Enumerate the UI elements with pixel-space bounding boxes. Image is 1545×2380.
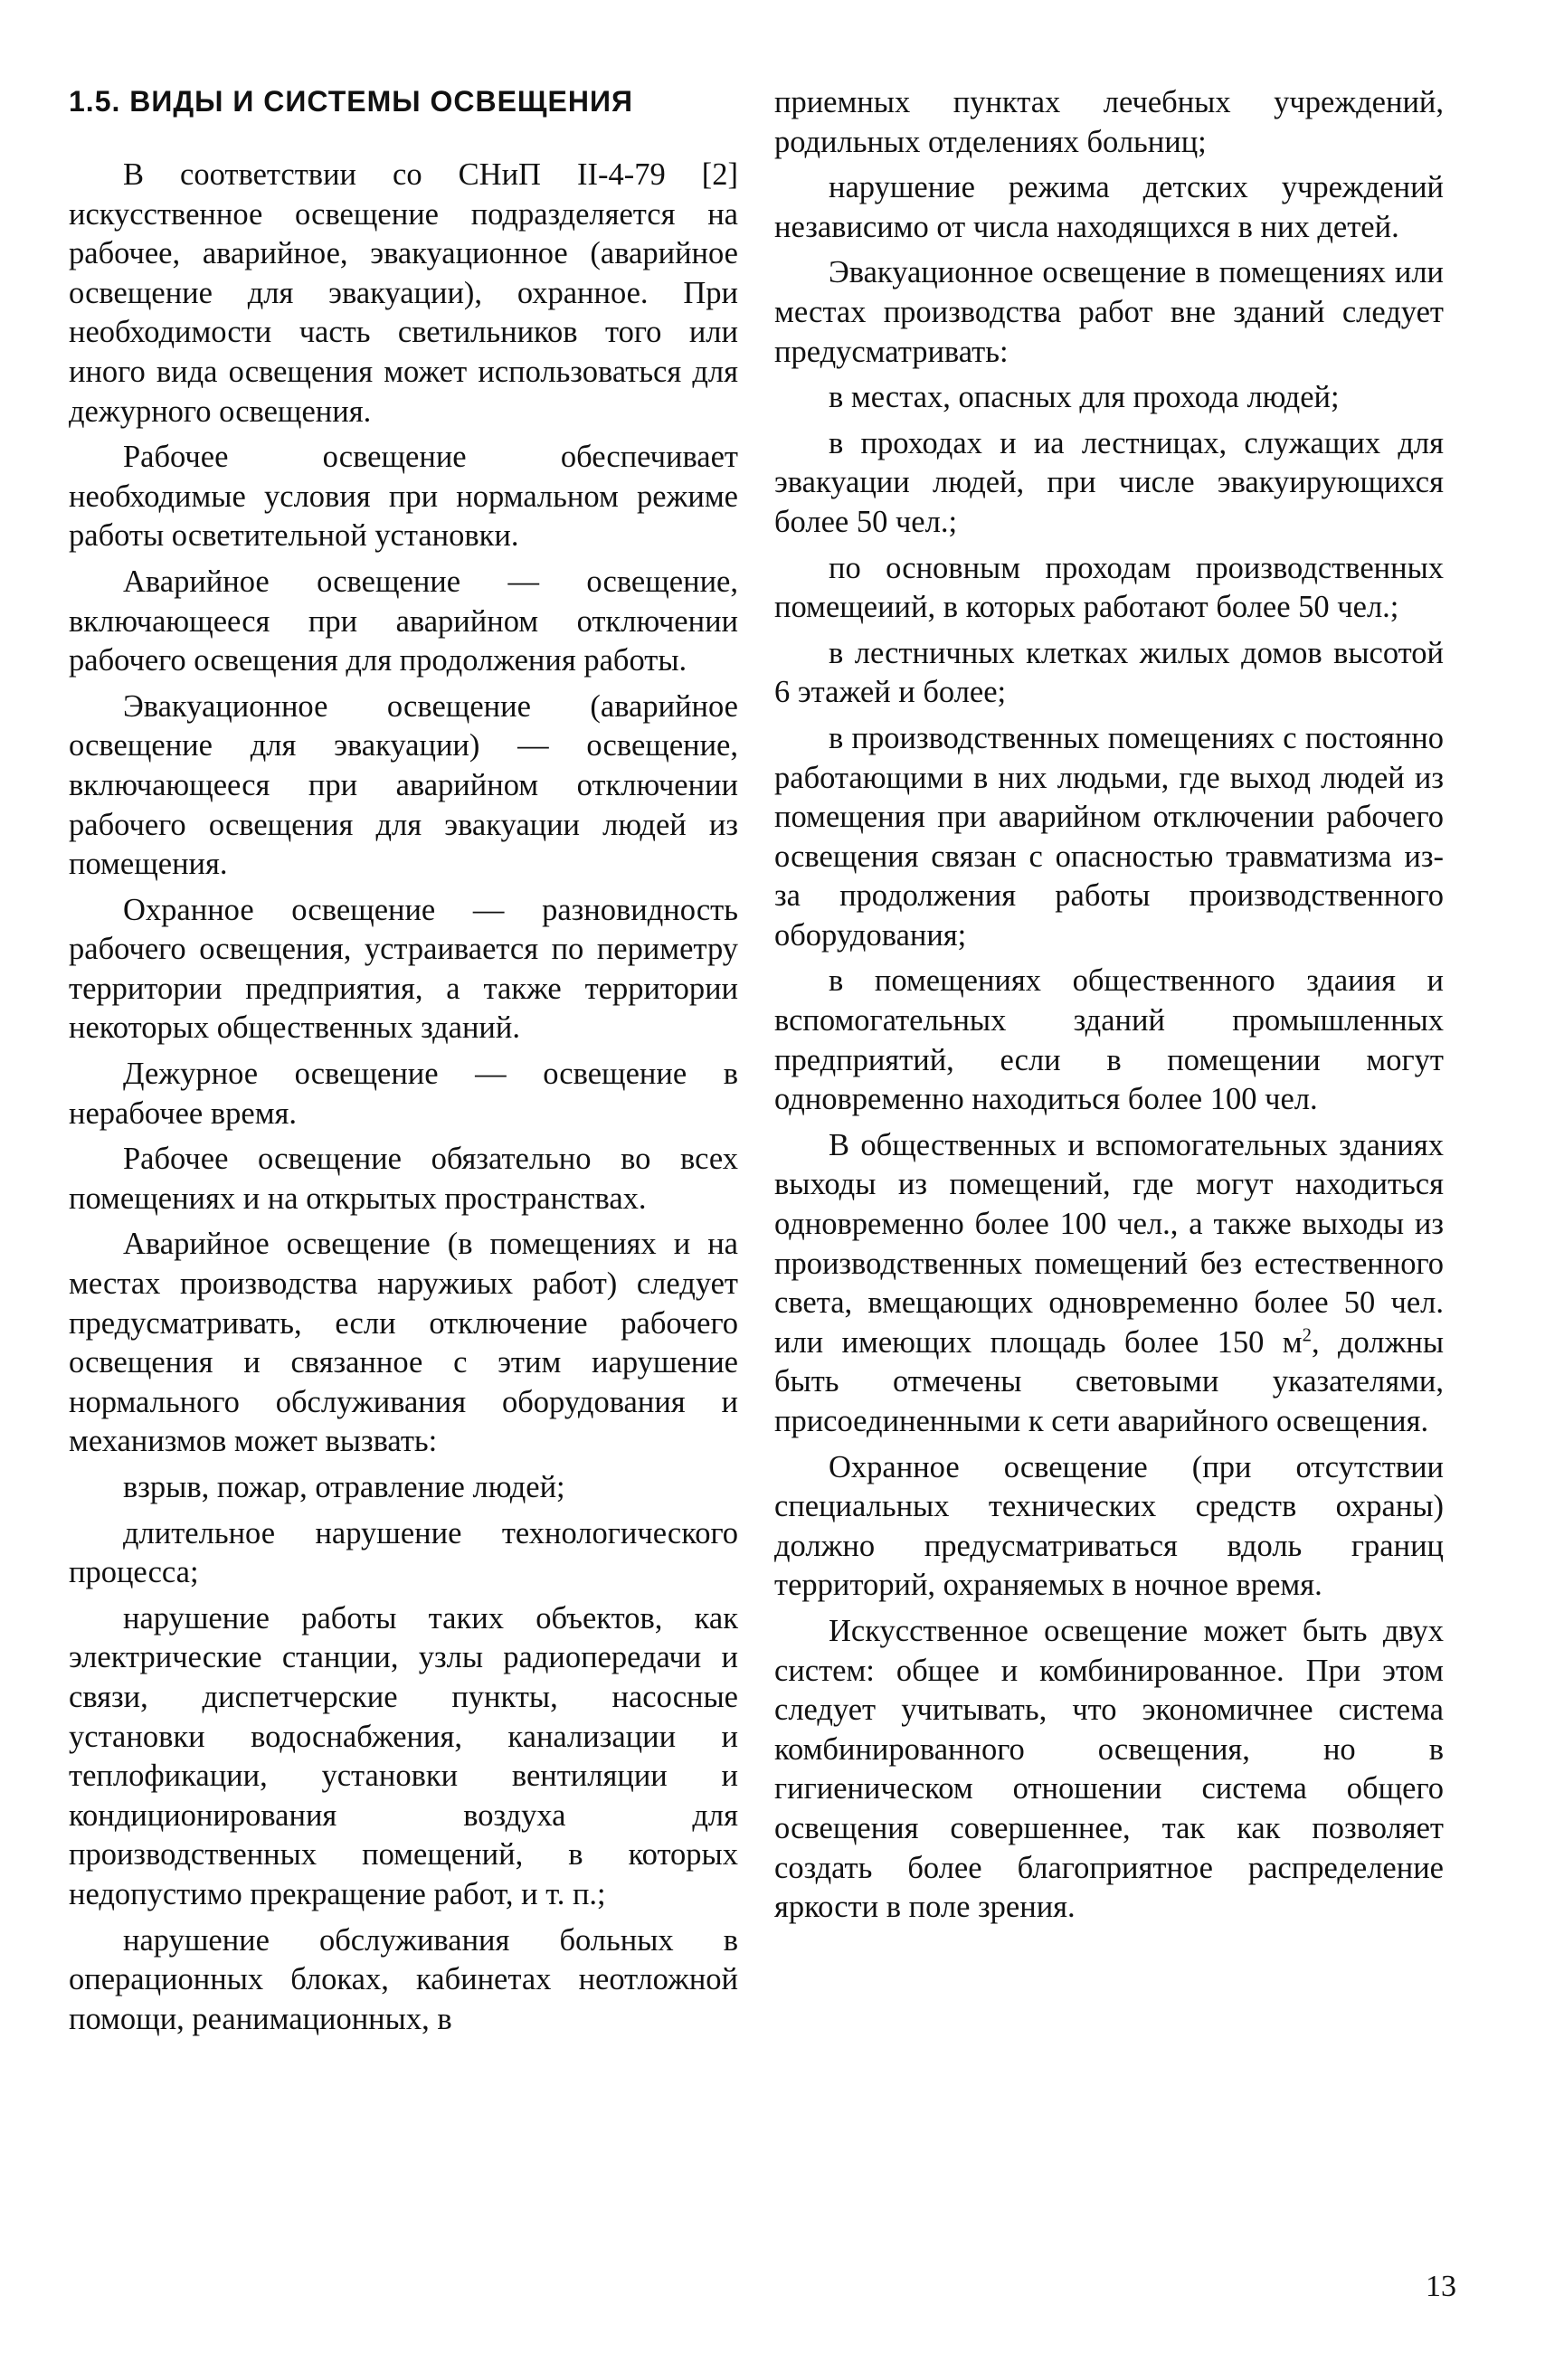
paragraph: В соответствии со СНиП II-4-79 [2] искусственное освещение подразделяется на рабочее, аварийное, эвакуационное (аварийное освещение для эвакуации), охранное. При необходимости часть светильников того или иного вида освещения может использоваться для дежурного освещения. (69, 157, 738, 429)
list-item: по основным проходам производственных помещеиий, в которых работают более 50 чел.; (774, 550, 1444, 625)
section-heading: 1.5. ВИДЫ И СИСТЕМЫ ОСВЕЩЕНИЯ (69, 85, 633, 118)
superscript: 2 (1302, 1325, 1312, 1346)
paragraph-continuation: приемных пунктах лечебных учреждений, родильных отделениях больниц; (774, 85, 1444, 159)
paragraph: Эвакуационное освещение в помещениях или местах производства работ вне зданий следует предусматривать: (774, 255, 1444, 369)
paragraph: Аварийное освещение (в помещениях и на местах производства наружиых работ) следует предусматривать, если отключение рабочего освещения и связанное с этим иарушение нормального обслуживания оборудования и механизмов может вызвать: (69, 1227, 738, 1459)
paragraph: Аварийное освещение — освещение, включающееся при аварийном отключении рабочего освещения для продолжения работы. (69, 564, 738, 678)
paragraph: Искусственное освещение может быть двух систем: общее и комбинированное. При этом следует учитывать, что экономичнее система комбинированного освещения, но в гигиеническом отношении система общего освещения совершеннее, так как позволяет создать более благоприятное распределение яркости в поле зрения. (774, 1613, 1444, 1925)
list-item: взрыв, пожар, отравление людей; (123, 1470, 565, 1504)
paragraph-text: В общественных и вспомогательных зданиях выходы из помещений, где могут находиться одновременно более 100 чел., а также выходы из производственных помещений без естественного света, вмещающих одновременно более 50 чел. или имеющих площадь более 150 м (774, 1127, 1444, 1360)
list-item: нарушение режима детских учреждений независимо от числа находящихся в них детей. (774, 170, 1444, 244)
paragraph: Охранное освещение (при отсутствии специальных технических средств охраны) должно предусматриваться вдоль границ территорий, охраняемых в ночное время. (774, 1449, 1444, 1603)
list-item: длительное нарушение технологического процесса; (69, 1515, 738, 1590)
paragraph: Рабочее освещение обязательно во всех помещениях и на открытых пространствах. (69, 1142, 738, 1216)
list-item: в лестничных клетках жилых домов высотой 6 этажей и более; (774, 635, 1444, 710)
list-item: в производственных помещениях с постоянно работающими в них людьми, где выход людей из помещения при аварийном отключении рабочего освещения связан с опасностью травматизма из-за продолжения работы производственного оборудования; (774, 720, 1444, 953)
list-item: нарушение работы таких объектов, как электрические станции, узлы радиопередачи и связи, диспетчерские пункты, насосные установки водоснабжения, канализации и теплофикации, установки вентиляции и кондиционирования воздуха для производственных помещений, в которых недопустимо прекращение работ, и т. п.; (69, 1600, 738, 1911)
paragraph: Эвакуационное освещение (аварийное освещение для эвакуации) — освещение, включающееся при аварийном отключении рабочего освещения для эвакуации людей из помещения. (69, 688, 738, 882)
paragraph: Дежурное освещение — освещение в нерабочее время. (69, 1057, 738, 1131)
paragraph (774, 1126, 1444, 1442)
paragraph-text-tail: , должны быть отмечены световыми указателями, присоединенными к сети аварийного освещения. (774, 1324, 1445, 1438)
paragraph: Охранное освещение — разновидность рабочего освещения, устраивается по периметру территории предприятия, а также территории некоторых общественных зданий. (69, 892, 738, 1046)
left-column (69, 83, 738, 2045)
list-item: в местах, опасных для прохода людей; (829, 380, 1340, 415)
page-number: 13 (1426, 2270, 1456, 2303)
list-item: в проходах и иа лестницах, служащих для эвакуации людей, при числе эвакуирующихся более 50 чел.; (774, 425, 1444, 539)
right-column (774, 83, 1444, 1934)
paragraph: Рабочее освещение обеспечивает необходимые условия при нормальном режиме работы осветительной установки. (69, 440, 738, 554)
list-item: нарушение обслуживания больных в операционных блоках, кабинетах неотложной помощи, реанимационных, в (69, 1922, 738, 2036)
list-item: в помещениях общественного здаиия и вспомогательных зданий промышленных предприятий, если в помещении могут одновременно находиться более 100 чел. (774, 963, 1444, 1117)
